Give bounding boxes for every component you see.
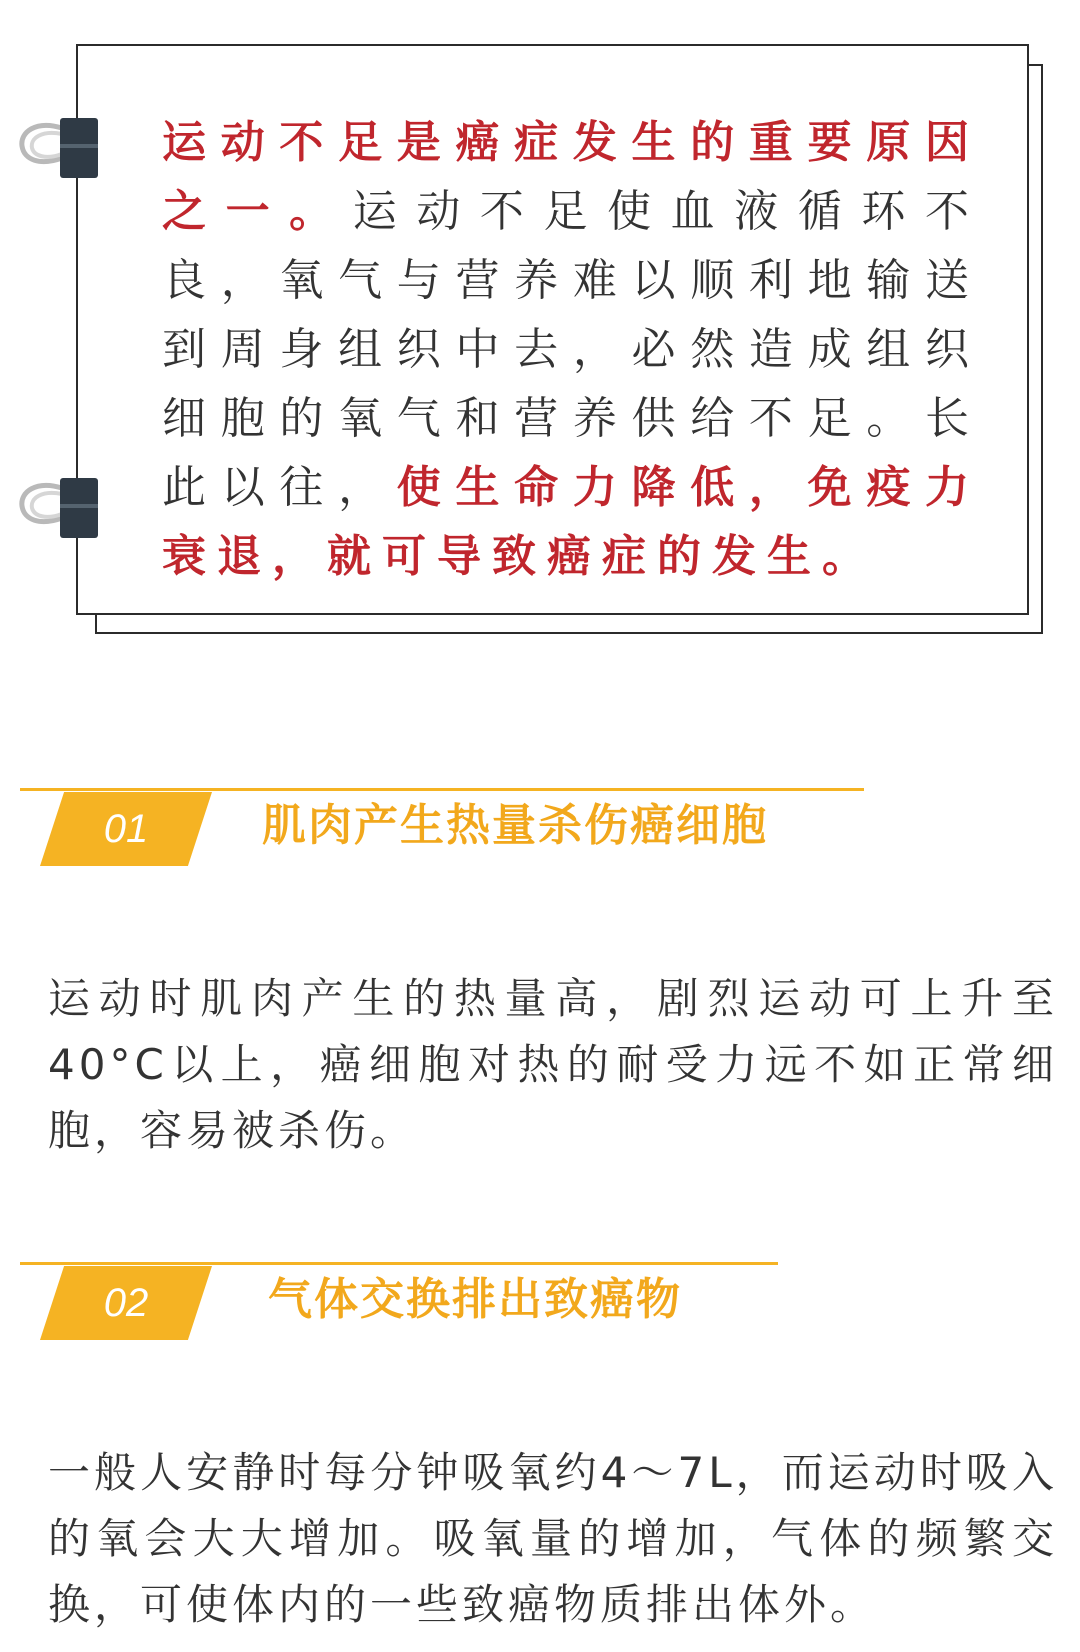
note-highlight-2: 使生命力降低，免疫力衰退，就可导致癌症的发生。 <box>162 462 981 582</box>
section-number: 02 <box>103 1281 149 1325</box>
note-text <box>162 108 980 591</box>
note-plain: 运动不足使血液循环不良，氧气与营养难以顺利地输送到周身组织中去，必然造成组织细胞的氧气和营养供给不足。长此以往， <box>162 186 980 513</box>
binder-clip-icon <box>16 114 106 184</box>
section-title: 气体交换排出致癌物 <box>268 1274 682 1325</box>
section-header-line <box>20 1262 778 1265</box>
note-highlight-1: 运动不足是癌症发生的重要原因之一。 <box>162 117 980 237</box>
section-body: 一般人安静时每分钟吸氧约4～7L，而运动时吸入的氧会大大增加。吸氧量的增加，气体的频繁交换，可使体内的一些致癌物质排出体外。 <box>48 1448 1058 1629</box>
section-header-line <box>20 788 864 791</box>
section-body: 运动时肌肉产生的热量高，剧烈运动可上升至40°C以上，癌细胞对热的耐受力远不如正常细胞，容易被杀伤。 <box>48 974 1058 1155</box>
section-number: 01 <box>103 807 149 851</box>
binder-clip-icon <box>16 474 106 544</box>
section-title: 肌肉产生热量杀伤癌细胞 <box>262 800 768 851</box>
